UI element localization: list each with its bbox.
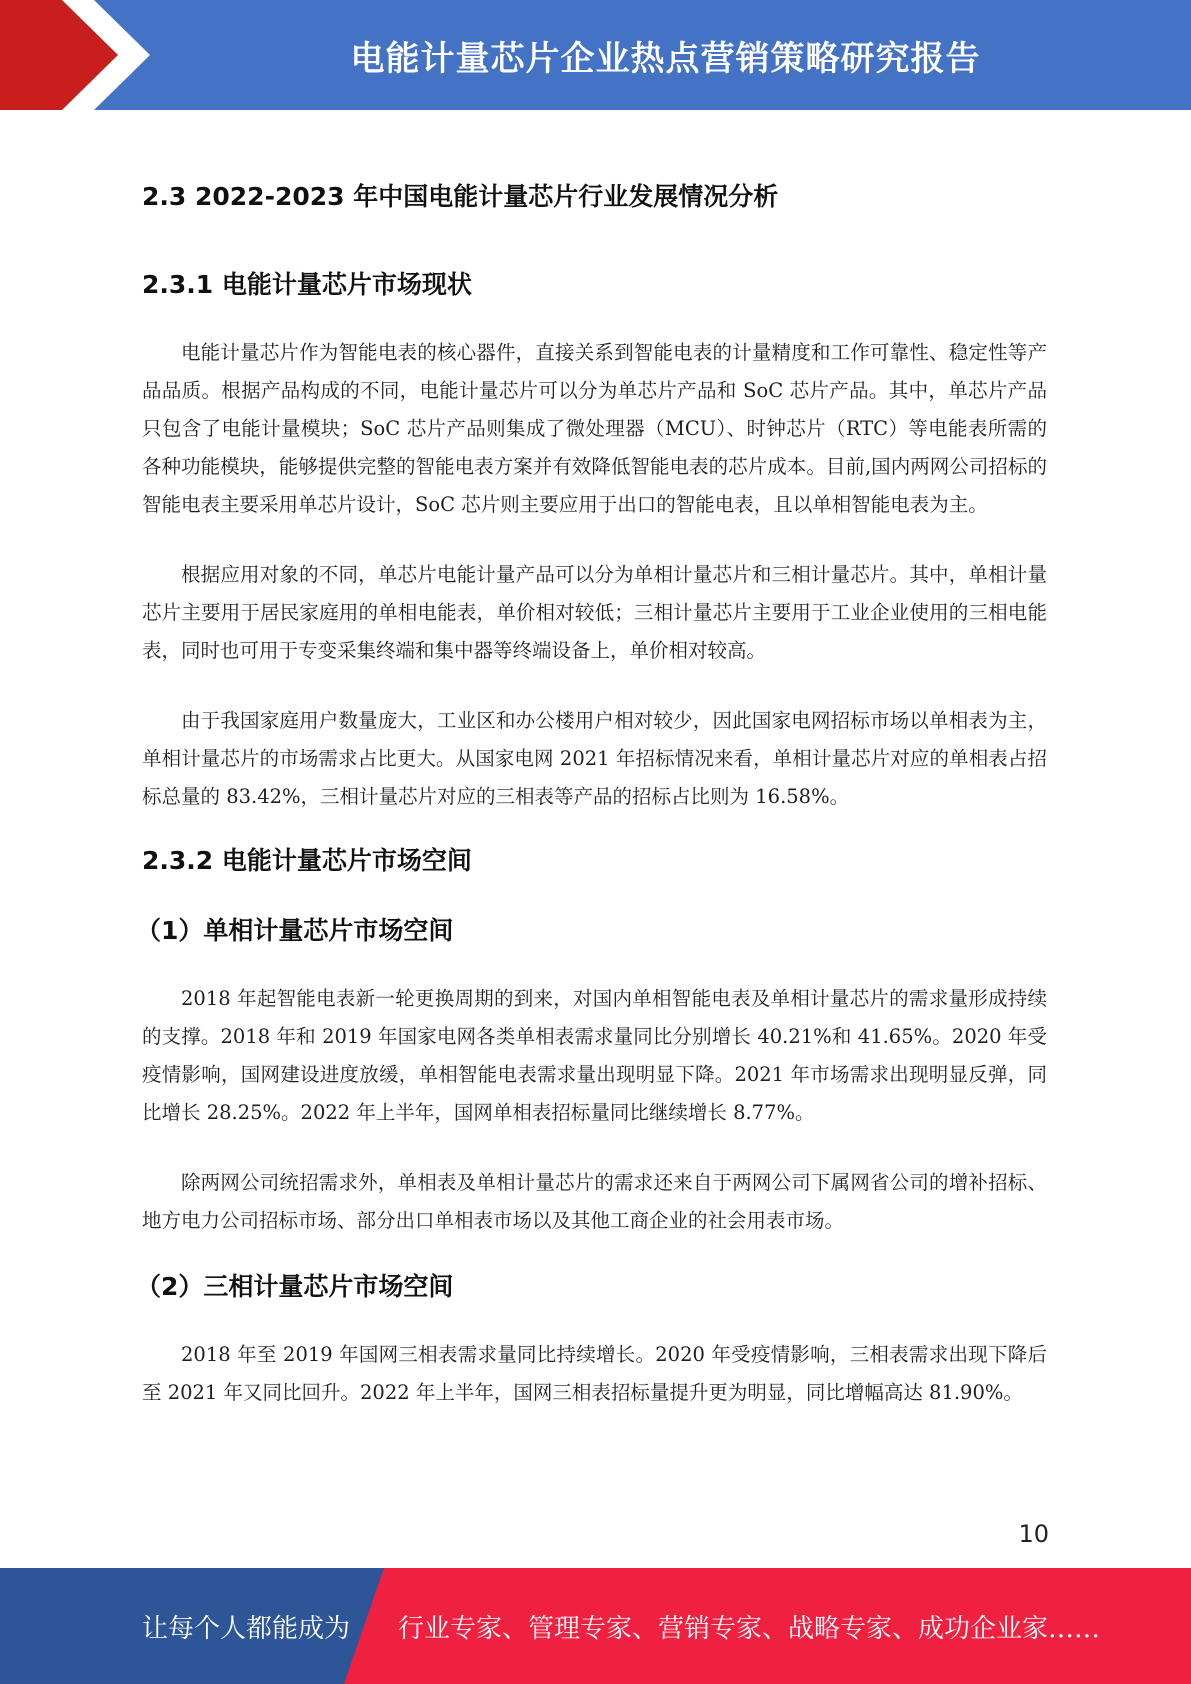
footer-slogan-right: 行业专家、管理专家、营销专家、战略专家、成功企业家……: [398, 1613, 1101, 1644]
page-content: [136, 172, 1047, 1412]
paragraph-single-phase-2: 除两网公司统招需求外，单相表及单相计量芯片的需求还来自于两网公司下属网省公司的增补招标、地方电力公司招标市场、部分出口单相表市场以及其他工商企业的社会用表市场。: [142, 1171, 1047, 1232]
page-header-banner: [0, 0, 1191, 110]
paragraph-market-status-3: 由于我国家庭用户数量庞大，工业区和办公楼用户相对较少，因此国家电网招标市场以单相表为主，单相计量芯片的市场需求占比更大。从国家电网 2021 年招标情况来看，单相计量芯片对应的单相表占招标总量的 83.42%，三相计量芯片对应的三相表等产品的招标占比则为 16.58%。: [142, 709, 1047, 808]
paragraph-three-phase-1: 2018 年至 2019 年国网三相表需求量同比持续增长。2020 年受疫情影响，三相表需求出现下降后至 2021 年又同比回升。2022 年上半年，国网三相表招标量提升更为明显，同比增幅高达 81.90%。: [142, 1343, 1047, 1404]
paragraph-single-phase-1: 2018 年起智能电表新一轮更换周期的到来，对国内单相智能电表及单相计量芯片的需求量形成持续的支撑。2018 年和 2019 年国家电网各类单相表需求量同比分别增长 40.21%和 41.65%。2020 年受疫情影响，国网建设进度放缓，单相智能电表需求量出现明显下降。2021 年市场需求出现明显反弹，同比增长 28.25%。2022 年上半年，国网单相表招标量同比继续增长 8.77%。: [142, 987, 1047, 1124]
subsection-heading-single-phase: （1）单相计量芯片市场空间: [136, 916, 454, 945]
page-footer-banner: [0, 1568, 1191, 1684]
paragraph-market-status-1: 电能计量芯片作为智能电表的核心器件，直接关系到智能电表的计量精度和工作可靠性、稳定性等产品品质。根据产品构成的不同，电能计量芯片可以分为单芯片产品和 SoC 芯片产品。其中，单芯片产品只包含了电能计量模块；SoC 芯片产品则集成了微处理器（MCU）、时钟芯片（RTC）等电能表所需的各种功能模块，能够提供完整的智能电表方案并有效降低智能电表的芯片成本。目前,国内两网公司招标的智能电表主要采用单芯片设计，SoC 芯片则主要应用于出口的智能电表，且以单相智能电表为主。: [142, 341, 1047, 516]
subsection-heading-three-phase: （2）三相计量芯片市场空间: [136, 1272, 454, 1301]
page-number: 10: [1018, 1520, 1049, 1548]
report-title: 电能计量芯片企业热点营销策略研究报告: [350, 38, 981, 79]
paragraph-market-status-2: 根据应用对象的不同，单芯片电能计量产品可以分为单相计量芯片和三相计量芯片。其中，单相计量芯片主要用于居民家庭用的单相电能表，单价相对较低；三相计量芯片主要用于工业企业使用的三相电能表，同时也可用于专变采集终端和集中器等终端设备上，单价相对较高。: [142, 563, 1047, 662]
section-heading-2-3: 2.3 2022-2023 年中国电能计量芯片行业发展情况分析: [142, 182, 779, 211]
section-heading-2-3-1: 2.3.1 电能计量芯片市场现状: [142, 270, 472, 299]
section-heading-2-3-2: 2.3.2 电能计量芯片市场空间: [142, 846, 472, 875]
footer-slogan-left: 让每个人都能成为: [142, 1613, 351, 1644]
